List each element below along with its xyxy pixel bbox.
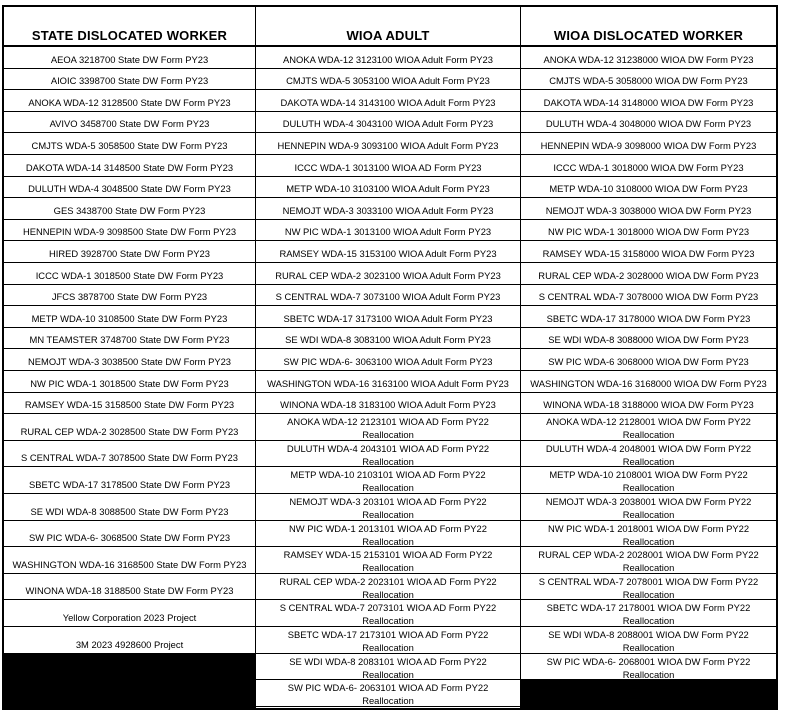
table-cell: RURAL CEP WDA-2 3023100 WIOA Adult Form PY23 xyxy=(256,263,520,285)
table-cell: WASHINGTON WDA-16 3168500 State DW Form PY23 xyxy=(4,547,255,574)
table-cell: HENNEPIN WDA-9 3098000 WIOA DW Form PY23 xyxy=(521,133,776,155)
table-cell: DAKOTA WDA-14 3148000 WIOA DW Form PY23 xyxy=(521,90,776,112)
table-cell xyxy=(256,574,520,601)
cell-line: Reallocation xyxy=(622,482,675,494)
cell-line: Reallocation xyxy=(622,455,675,467)
cell-line: Reallocation xyxy=(362,642,414,653)
table-cell: ANOKA WDA-12 31238000 WIOA DW Form PY23 xyxy=(521,47,776,69)
table-cell: RAMSEY WDA-15 3158000 WIOA DW Form PY23 xyxy=(521,241,776,263)
table-cell: WINONA WDA-18 3188000 WIOA DW Form PY23 xyxy=(521,393,776,415)
table-cell xyxy=(256,627,520,654)
table-cell xyxy=(521,574,776,601)
table-cell: SE WDI WDA-8 3083100 WIOA Adult Form PY23 xyxy=(256,328,520,350)
table-cell: METP WDA-10 3103100 WIOA Adult Form PY23 xyxy=(256,177,520,199)
cell-line: Reallocation xyxy=(362,588,414,600)
table-cell: WASHINGTON WDA-16 3163100 WIOA Adult Form PY23 xyxy=(256,371,520,393)
table-cell: NEMOJT WDA-3 3038000 WIOA DW Form PY23 xyxy=(521,198,776,220)
blacked-out-cell xyxy=(4,654,255,708)
table-cell: RURAL CEP WDA-2 3028000 WIOA DW Form PY23 xyxy=(521,263,776,285)
table-cell xyxy=(521,654,776,681)
table-cell xyxy=(521,414,776,441)
table-cell xyxy=(256,521,520,548)
table-cell: Yellow Corporation 2023 Project xyxy=(4,600,255,627)
cell-line: Reallocation xyxy=(362,429,414,441)
cell-line: DULUTH WDA-4 2048001 WIOA DW Form PY22 xyxy=(545,442,752,454)
table-cell: RAMSEY WDA-15 3158500 State DW Form PY23 xyxy=(4,393,255,415)
cell-line: SW PIC WDA-6- 2063101 WIOA AD Form PY22 xyxy=(287,682,489,694)
column-wioa-adult xyxy=(256,7,521,708)
table-cell: SW PIC WDA-6- 3068500 State DW Form PY23 xyxy=(4,521,255,548)
cell-line: METP WDA-10 2103101 WIOA AD Form PY22 xyxy=(290,469,486,481)
cell-line: RAMSEY WDA-15 2153101 WIOA AD Form PY22 xyxy=(283,549,493,561)
cell-line: DULUTH WDA-4 2043101 WIOA AD Form PY22 xyxy=(286,442,490,454)
table-cell: NEMOJT WDA-3 3033100 WIOA Adult Form PY23 xyxy=(256,198,520,220)
table-cell xyxy=(521,547,776,574)
table-cell: HIRED 3928700 State DW Form PY23 xyxy=(4,241,255,263)
table-cell: SW PIC WDA-6- 3063100 WIOA Adult Form PY23 xyxy=(256,349,520,371)
table-cell xyxy=(521,627,776,654)
table-cell: SE WDI WDA-8 3088000 WIOA DW Form PY23 xyxy=(521,328,776,350)
table-cell: HENNEPIN WDA-9 3098500 State DW Form PY23 xyxy=(4,220,255,242)
cell-line: RURAL CEP WDA-2 2023101 WIOA AD Form PY22 xyxy=(279,575,497,587)
table-cell: CMJTS WDA-5 3058000 WIOA DW Form PY23 xyxy=(521,69,776,91)
cell-line: NW PIC WDA-1 2013101 WIOA AD Form PY22 xyxy=(289,522,487,534)
table-cell: AEOA 3218700 State DW Form PY23 xyxy=(4,47,255,69)
table-cell: SW PIC WDA-6 3068000 WIOA DW Form PY23 xyxy=(521,349,776,371)
cell-line: Reallocation xyxy=(362,668,414,680)
cell-line: ANOKA WDA-12 2128001 WIOA DW Form PY22 xyxy=(546,416,751,428)
cell-line: SW PIC WDA-6- 2068001 WIOA DW Form PY22 xyxy=(546,655,751,667)
table-cell: RURAL CEP WDA-2 3028500 State DW Form PY23 xyxy=(4,414,255,441)
table-cell: METP WDA-10 3108500 State DW Form PY23 xyxy=(4,306,255,328)
column-state-dislocated-worker xyxy=(4,7,256,708)
column-header: STATE DISLOCATED WORKER xyxy=(4,7,255,47)
table-cell: NW PIC WDA-1 3013100 WIOA Adult Form PY23 xyxy=(256,220,520,242)
cell-line: S CENTRAL WDA-7 2078001 WIOA DW Form PY22 xyxy=(538,575,759,587)
cell-line: Reallocation xyxy=(622,429,675,441)
cell-line: Reallocation xyxy=(622,642,675,653)
table-cell: ICCC WDA-1 3013100 WIOA AD Form PY23 xyxy=(256,155,520,177)
table-cell xyxy=(521,467,776,494)
table-cell xyxy=(521,600,776,627)
blacked-out-cell xyxy=(521,680,776,708)
cell-line: Reallocation xyxy=(622,588,675,600)
table-cell: CMJTS WDA-5 3053100 WIOA Adult Form PY23 xyxy=(256,69,520,91)
cell-line: Reallocation xyxy=(622,509,675,520)
table-cell xyxy=(256,441,520,468)
column-header: WIOA DISLOCATED WORKER xyxy=(521,7,776,47)
table-cell: S CENTRAL WDA-7 3078500 State DW Form PY23 xyxy=(4,441,255,468)
table-cell: WINONA WDA-18 3188500 State DW Form PY23 xyxy=(4,574,255,601)
table-cell: AVIVO 3458700 State DW Form PY23 xyxy=(4,112,255,134)
table-cell xyxy=(256,600,520,627)
table-cell: DULUTH WDA-4 3048000 WIOA DW Form PY23 xyxy=(521,112,776,134)
table-cell: 3M 2023 4928600 Project xyxy=(4,627,255,654)
column-wioa-dislocated-worker xyxy=(521,7,776,708)
table-cell: ICCC WDA-1 3018500 State DW Form PY23 xyxy=(4,263,255,285)
table-cell: S CENTRAL WDA-7 3073100 WIOA Adult Form PY23 xyxy=(256,285,520,307)
cell-line: RURAL CEP WDA-2 2028001 WIOA DW Form PY22 xyxy=(538,549,759,561)
table-cell: SBETC WDA-17 3178500 State DW Form PY23 xyxy=(4,467,255,494)
table-cell: AIOIC 3398700 State DW Form PY23 xyxy=(4,69,255,91)
cell-line: S CENTRAL WDA-7 2073101 WIOA AD Form PY22 xyxy=(279,602,497,614)
table-cell: RAMSEY WDA-15 3153100 WIOA Adult Form PY23 xyxy=(256,241,520,263)
table-cell xyxy=(521,494,776,521)
cell-line: Reallocation xyxy=(362,615,414,627)
table-cell: NEMOJT WDA-3 3038500 State DW Form PY23 xyxy=(4,349,255,371)
table-cell: JFCS 3878700 State DW Form PY23 xyxy=(4,285,255,307)
table-cell: DULUTH WDA-4 3043100 WIOA Adult Form PY23 xyxy=(256,112,520,134)
cell-line: Reallocation xyxy=(362,482,414,494)
table-cell: SBETC WDA-17 3178000 WIOA DW Form PY23 xyxy=(521,306,776,328)
cell-line: Reallocation xyxy=(362,535,414,547)
table-cell: SBETC WDA-17 3173100 WIOA Adult Form PY23 xyxy=(256,306,520,328)
cell-line: SE WDI WDA-8 2083101 WIOA AD Form PY22 xyxy=(289,655,487,667)
cell-line: Reallocation xyxy=(362,562,414,574)
table-cell xyxy=(256,414,520,441)
cell-line: Reallocation xyxy=(622,562,675,574)
cell-line: NEMOJT WDA-3 203101 WIOA AD Form PY22 xyxy=(289,496,487,507)
table-cell: ANOKA WDA-12 3123100 WIOA Adult Form PY23 xyxy=(256,47,520,69)
table-cell xyxy=(256,654,520,681)
cell-line: Reallocation xyxy=(622,668,675,680)
cell-line: SBETC WDA-17 2178001 WIOA DW Form PY22 xyxy=(546,602,751,614)
table-cell: CMJTS WDA-5 3058500 State DW Form PY23 xyxy=(4,133,255,155)
table-cell xyxy=(521,521,776,548)
cell-line: Reallocation xyxy=(362,455,414,467)
table-cell: DAKOTA WDA-14 3148500 State DW Form PY23 xyxy=(4,155,255,177)
table-cell: WINONA WDA-18 3183100 WIOA Adult Form PY23 xyxy=(256,393,520,415)
cell-line: Reallocation xyxy=(622,615,675,627)
cell-line: METP WDA-10 2108001 WIOA DW Form PY22 xyxy=(549,469,748,481)
cell-line: SE WDI WDA-8 2088001 WIOA DW Form PY22 xyxy=(548,629,749,640)
cell-line: SBETC WDA-17 2173101 WIOA AD Form PY22 xyxy=(287,629,489,640)
table-cell: SE WDI WDA-8 3088500 State DW Form PY23 xyxy=(4,494,255,521)
table-cell xyxy=(256,680,520,707)
cell-line: Reallocation xyxy=(362,695,414,707)
table-cell xyxy=(521,441,776,468)
table-cell: ICCC WDA-1 3018000 WIOA DW Form PY23 xyxy=(521,155,776,177)
table-cell xyxy=(256,494,520,521)
table-cell: NW PIC WDA-1 3018000 WIOA DW Form PY23 xyxy=(521,220,776,242)
table-cell: MN TEAMSTER 3748700 State DW Form PY23 xyxy=(4,328,255,350)
cell-line: NEMOJT WDA-3 2038001 WIOA DW Form PY22 xyxy=(545,496,752,507)
forms-table xyxy=(2,5,778,710)
table-cell: DULUTH WDA-4 3048500 State DW Form PY23 xyxy=(4,177,255,199)
table-cell: ANOKA WDA-12 3128500 State DW Form PY23 xyxy=(4,90,255,112)
table-cell: GES 3438700 State DW Form PY23 xyxy=(4,198,255,220)
cell-line: ANOKA WDA-12 2123101 WIOA AD Form PY22 xyxy=(287,416,489,428)
cell-line: NW PIC WDA-1 2018001 WIOA DW Form PY22 xyxy=(547,522,750,534)
cell-line: Reallocation xyxy=(622,535,675,547)
table-cell xyxy=(256,547,520,574)
column-header: WIOA ADULT xyxy=(256,7,520,47)
cell-line: Reallocation xyxy=(362,509,414,520)
table-cell: METP WDA-10 3108000 WIOA DW Form PY23 xyxy=(521,177,776,199)
table-cell: HENNEPIN WDA-9 3093100 WIOA Adult Form PY23 xyxy=(256,133,520,155)
table-cell: WASHINGTON WDA-16 3168000 WIOA DW Form PY23 xyxy=(521,371,776,393)
table-cell: DAKOTA WDA-14 3143100 WIOA Adult Form PY23 xyxy=(256,90,520,112)
table-cell xyxy=(256,467,520,494)
table-cell: NW PIC WDA-1 3018500 State DW Form PY23 xyxy=(4,371,255,393)
table-cell: S CENTRAL WDA-7 3078000 WIOA DW Form PY23 xyxy=(521,285,776,307)
